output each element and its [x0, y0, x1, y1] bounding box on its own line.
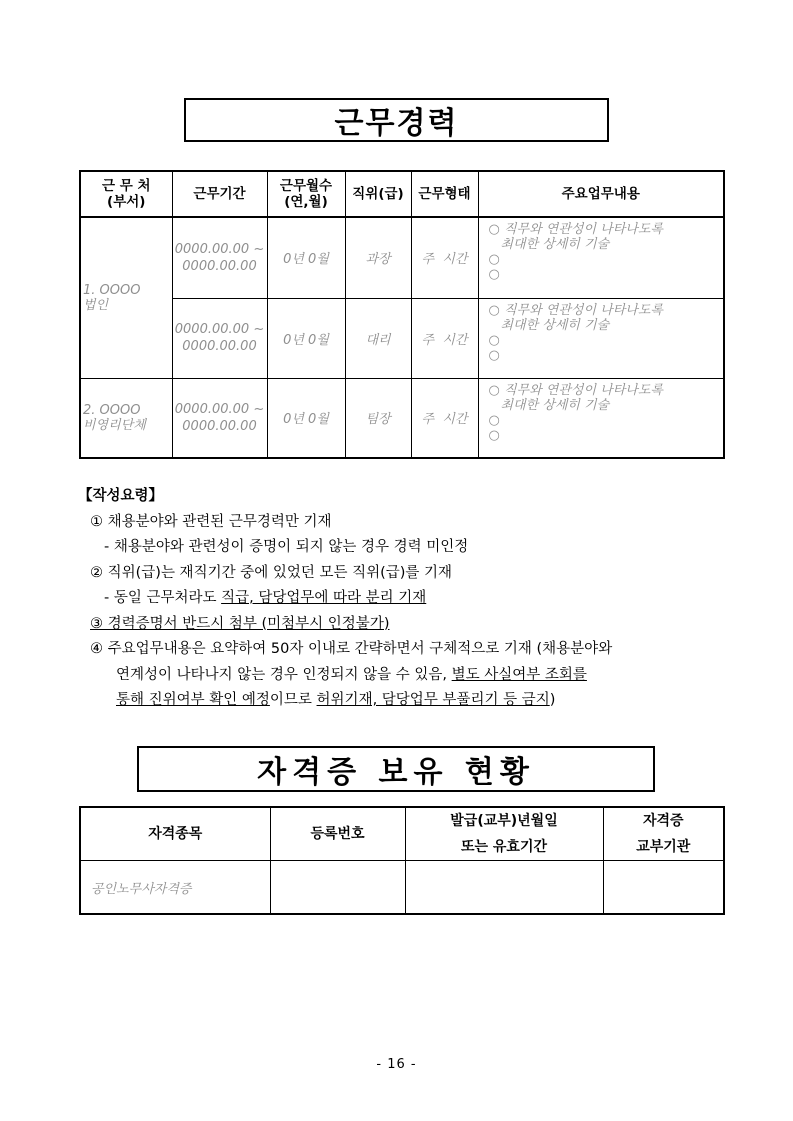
header-reg-number: 등록번호	[270, 807, 405, 861]
header-issue-date: 발급(교부)년월일 또는 유효기간	[405, 807, 603, 861]
header-type: 근무형태	[411, 171, 478, 217]
guideline-item-continued: 연계성이 나타나지 않는 경우 인정되지 않을 수 있음, 별도 사실여부 조회를	[116, 666, 587, 683]
guideline-item: ③ 경력증명서 반드시 첨부 (미첨부시 인정불가)	[90, 615, 390, 632]
table-row	[80, 298, 724, 378]
table-row	[80, 217, 724, 298]
period-cell: 0000.00.00 ~ 0000.00.00	[172, 378, 267, 458]
period-cell: 0000.00.00 ~ 0000.00.00	[172, 298, 267, 378]
months-cell: 0년 0월	[267, 217, 345, 298]
guideline-subitem: - 동일 근무처라도 직급, 담당업무에 따라 분리 기재	[104, 590, 427, 606]
guidelines-heading: 【작성요령】	[78, 488, 164, 504]
certificate-section-title: 자격증 보유 현황	[137, 746, 655, 792]
writing-guidelines	[78, 484, 728, 714]
position-cell: 과장	[345, 217, 411, 298]
cert-name-cell: 공인노무사자격증	[80, 861, 270, 915]
position-cell: 팀장	[345, 378, 411, 458]
org-cell: 2. OOOO 비영리단체	[80, 378, 172, 458]
guideline-item: ② 직위(급)는 재직기간 중에 있었던 모든 직위(급)를 기재	[90, 564, 453, 581]
type-cell: 주 시간	[411, 217, 478, 298]
type-cell: 주 시간	[411, 298, 478, 378]
type-cell: 주 시간	[411, 378, 478, 458]
header-period: 근무기간	[172, 171, 267, 217]
certificate-header-row	[80, 807, 724, 861]
header-duties: 주요업무내용	[478, 171, 724, 217]
duties-cell: ○ 직무와 연관성이 나타나도록 최대한 상세히 기술 ○ ○	[478, 217, 724, 298]
issue-date-cell	[405, 861, 603, 915]
table-row	[80, 861, 724, 915]
career-table	[79, 170, 725, 459]
career-header-row	[80, 171, 724, 217]
table-row	[80, 378, 724, 458]
guideline-subitem: - 채용분야와 관련성이 증명이 되지 않는 경우 경력 미인정	[104, 539, 469, 555]
months-cell: 0년 0월	[267, 378, 345, 458]
certificate-table	[79, 806, 725, 915]
career-section-title: 근무경력	[184, 98, 609, 142]
issuer-cell	[603, 861, 724, 915]
reg-number-cell	[270, 861, 405, 915]
header-org: 근 무 처 (부서)	[80, 171, 172, 217]
position-cell: 대리	[345, 298, 411, 378]
guideline-item: ① 채용분야와 관련된 근무경력만 기재	[90, 513, 332, 530]
header-position: 직위(급)	[345, 171, 411, 217]
header-months: 근무월수 (연,월)	[267, 171, 345, 217]
period-cell: 0000.00.00 ~ 0000.00.00	[172, 217, 267, 298]
page-number: - 16 -	[376, 1057, 417, 1072]
guideline-item-continued: 통해 진위여부 확인 예정이므로 허위기재, 담당업무 부풀리기 등 금지)	[116, 692, 556, 708]
guideline-item: ④ 주요업무내용은 요약하여 50자 이내로 간략하면서 구체적으로 기재 (채용분야와	[90, 641, 613, 657]
org-cell: 1. OOOO 법인	[80, 217, 172, 378]
duties-cell: ○ 직무와 연관성이 나타나도록 최대한 상세히 기술 ○ ○	[478, 298, 724, 378]
duties-cell: ○ 직무와 연관성이 나타나도록 최대한 상세히 기술 ○ ○	[478, 378, 724, 458]
months-cell: 0년 0월	[267, 298, 345, 378]
header-issuer: 자격증 교부기관	[603, 807, 724, 861]
header-cert-name: 자격종목	[80, 807, 270, 861]
